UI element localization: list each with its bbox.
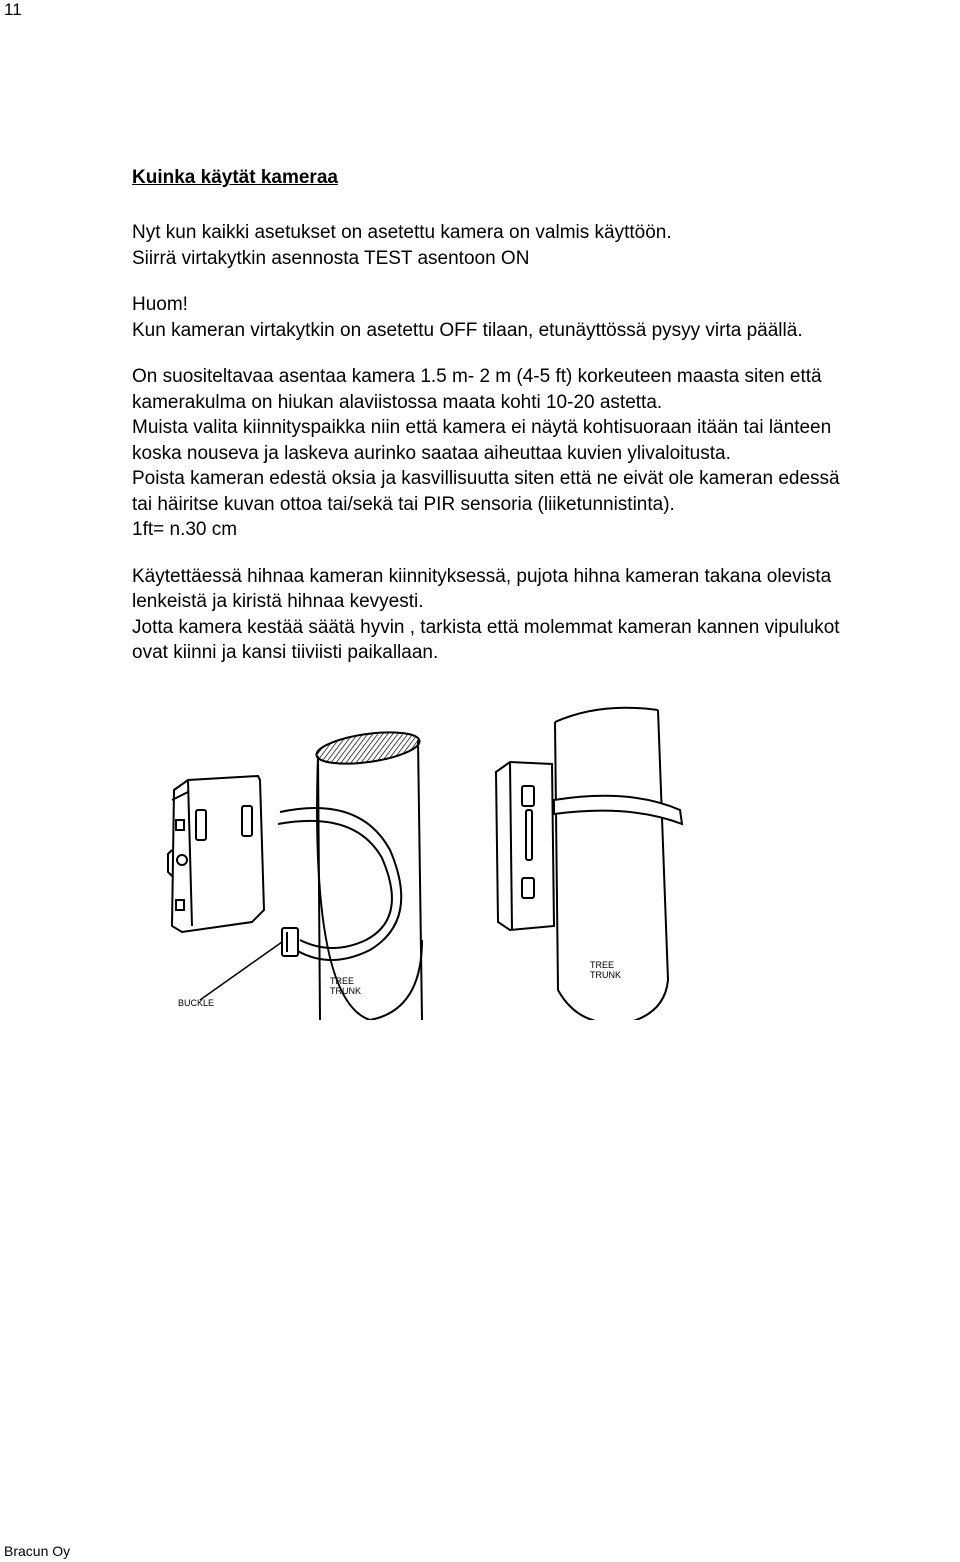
- section-heading: Kuinka käytät kameraa: [132, 167, 338, 188]
- text-line: Käytettäessä hihnaa kameran kiinnityksessä, pujota hihna kameran takana olevista: [132, 565, 832, 587]
- text-line: koska nouseva ja laskeva aurinko saataa aiheuttaa kuvien ylivaloitusta.: [132, 442, 731, 464]
- paragraph-note: [132, 292, 958, 343]
- document-body: [132, 166, 958, 687]
- trunk-label-right: TREE: [590, 960, 615, 970]
- text-line: Siirrä virtakytkin asennosta TEST asentoon ON: [132, 247, 530, 269]
- buckle-label: BUCKLE: [178, 998, 215, 1008]
- text-line: tai häiritse kuvan ottoa tai/sekä tai PIR sensoria (liiketunnistinta).: [132, 493, 675, 515]
- text-line: Jotta kamera kestää säätä hyvin , tarkista että molemmat kameran kannen vipulukot: [132, 616, 840, 638]
- text-line: On suositeltavaa asentaa kamera 1.5 m- 2 m (4-5 ft) korkeuteen maasta siten että: [132, 366, 822, 387]
- paragraph-strap: [132, 564, 958, 666]
- footer-company: Bracun Oy: [4, 1543, 71, 1559]
- trunk-label-left: TREE: [330, 976, 355, 986]
- trunk-label-left-2: TRUNK: [330, 986, 361, 996]
- text-line: lenkeistä ja kiristä hihnaa kevyesti.: [132, 591, 424, 612]
- trunk-label-right-2: TRUNK: [590, 970, 621, 980]
- text-line: Huom!: [132, 294, 188, 315]
- camera-mounted: [496, 762, 682, 930]
- buckle: [282, 928, 298, 956]
- text-line: 1ft= n.30 cm: [132, 519, 238, 540]
- text-line: Kun kameran virtakytkin on asetettu OFF tilaan, etunäyttössä pysyy virta päällä.: [132, 319, 803, 341]
- text-line: ovat kiinni ja kansi tiiviisti paikallaan.: [132, 642, 439, 663]
- text-line: Poista kameran edestä oksia ja kasvillisuutta siten että ne eivät ole kameran edessä: [132, 468, 840, 489]
- page-number: 11: [4, 0, 22, 19]
- text-line: kamerakulma on hiukan alaviistossa maata kohti 10-20 astetta.: [132, 391, 663, 413]
- buckle-pointer: [200, 942, 282, 1000]
- paragraph-ready: [132, 220, 958, 271]
- text-line: Nyt kun kaikki asetukset on asetettu kamera on valmis käyttöön.: [132, 222, 672, 243]
- mounting-illustration: [160, 700, 700, 1020]
- text-line: Muista valita kiinnityspaikka niin että kamera ei näytä kohtisuoraan itään tai länteen: [132, 417, 832, 438]
- camera-detached: [168, 776, 264, 932]
- paragraph-installation: [132, 364, 958, 543]
